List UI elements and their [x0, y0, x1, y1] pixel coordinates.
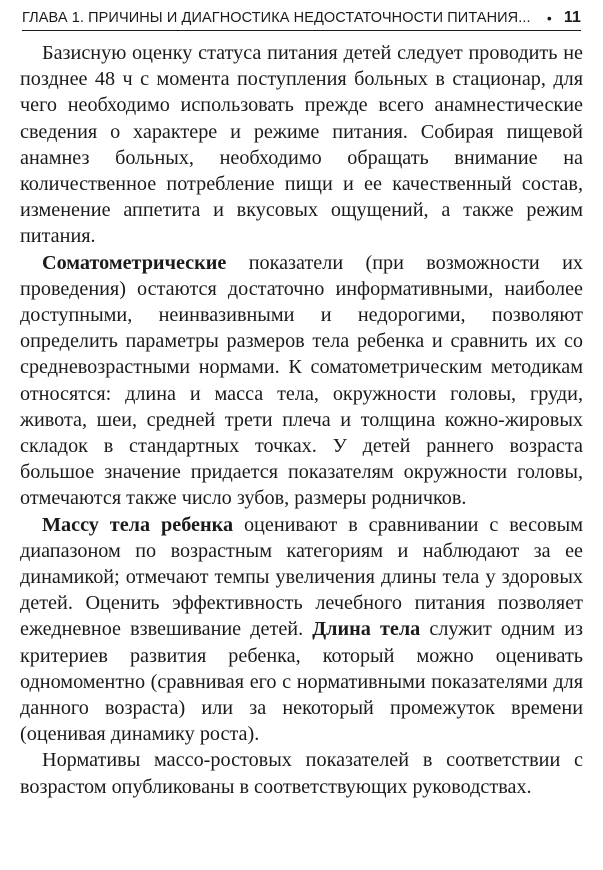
paragraph-norms: [20, 747, 583, 799]
running-header: [22, 6, 581, 31]
paragraph-somatometric: [20, 250, 583, 512]
body-text: [20, 40, 583, 800]
term-body-length: Длина тела: [312, 618, 421, 641]
paragraph-basis-assessment: [20, 40, 583, 250]
chapter-title: ГЛАВА 1. ПРИЧИНЫ И ДИАГНОСТИКА НЕДОСТАТОЧНОСТИ ПИТАНИЯ...: [22, 10, 531, 26]
page-number: 11: [563, 9, 581, 26]
paragraph-text: Базисную оценку статуса питания детей следует проводить не позднее 48 ч с момента поступления больных в стационар, для чего необходимо использовать прежде всего анамнестические сведения о характере и режиме питания. Собирая пищевой анамнез больных, необходимо обращать внимание на количественное потребление пищи и ее качественный состав, изменение аппетита и вкусовых ощущений, а также режим питания.: [20, 42, 583, 248]
paragraph-text: показатели (при возможности их проведения) остаются достаточно информативными, наиболее доступными, неинвазивными и недорогими, позволяют определить параметры размеров тела ребенка и сравнить их со средневозрастными нормами. К соматометрическим методикам относятся: длина и масса тела, окружности головы, груди, живота, шеи, средней трети плеча и толщина кожно-жировых складок в стандартных точках. У детей раннего возраста большое значение придается показателям окружности головы, отмечаются также число зубов, размеры родничков.: [20, 251, 583, 510]
term-body-mass: Массу тела ребенка: [42, 513, 234, 536]
paragraph-body-mass: [20, 512, 583, 748]
paragraph-text: Нормативы массо-ростовых показателей в соответствии с возрастом опубликованы в соответствующих руководствах.: [20, 749, 583, 798]
header-bullet: •: [546, 10, 552, 26]
paragraph-text: служит одним из критериев развития ребенка, который можно оценивать одномоментно (сравнивая его с нормативными показателями для данного возраста) или за некоторый промежуток времени (оценивая динамику роста).: [20, 618, 583, 746]
term-somatometric: Соматометрические: [42, 251, 227, 274]
paragraph-text: оценивают в сравнивании с весовым диапазоном по возрастным категориям и наблюдают за ее динамикой; отмечают темпы увеличения длины тела у здоровых детей. Оценить эффективность лечебного питания позволяет ежедневное взвешивание детей.: [20, 513, 583, 641]
